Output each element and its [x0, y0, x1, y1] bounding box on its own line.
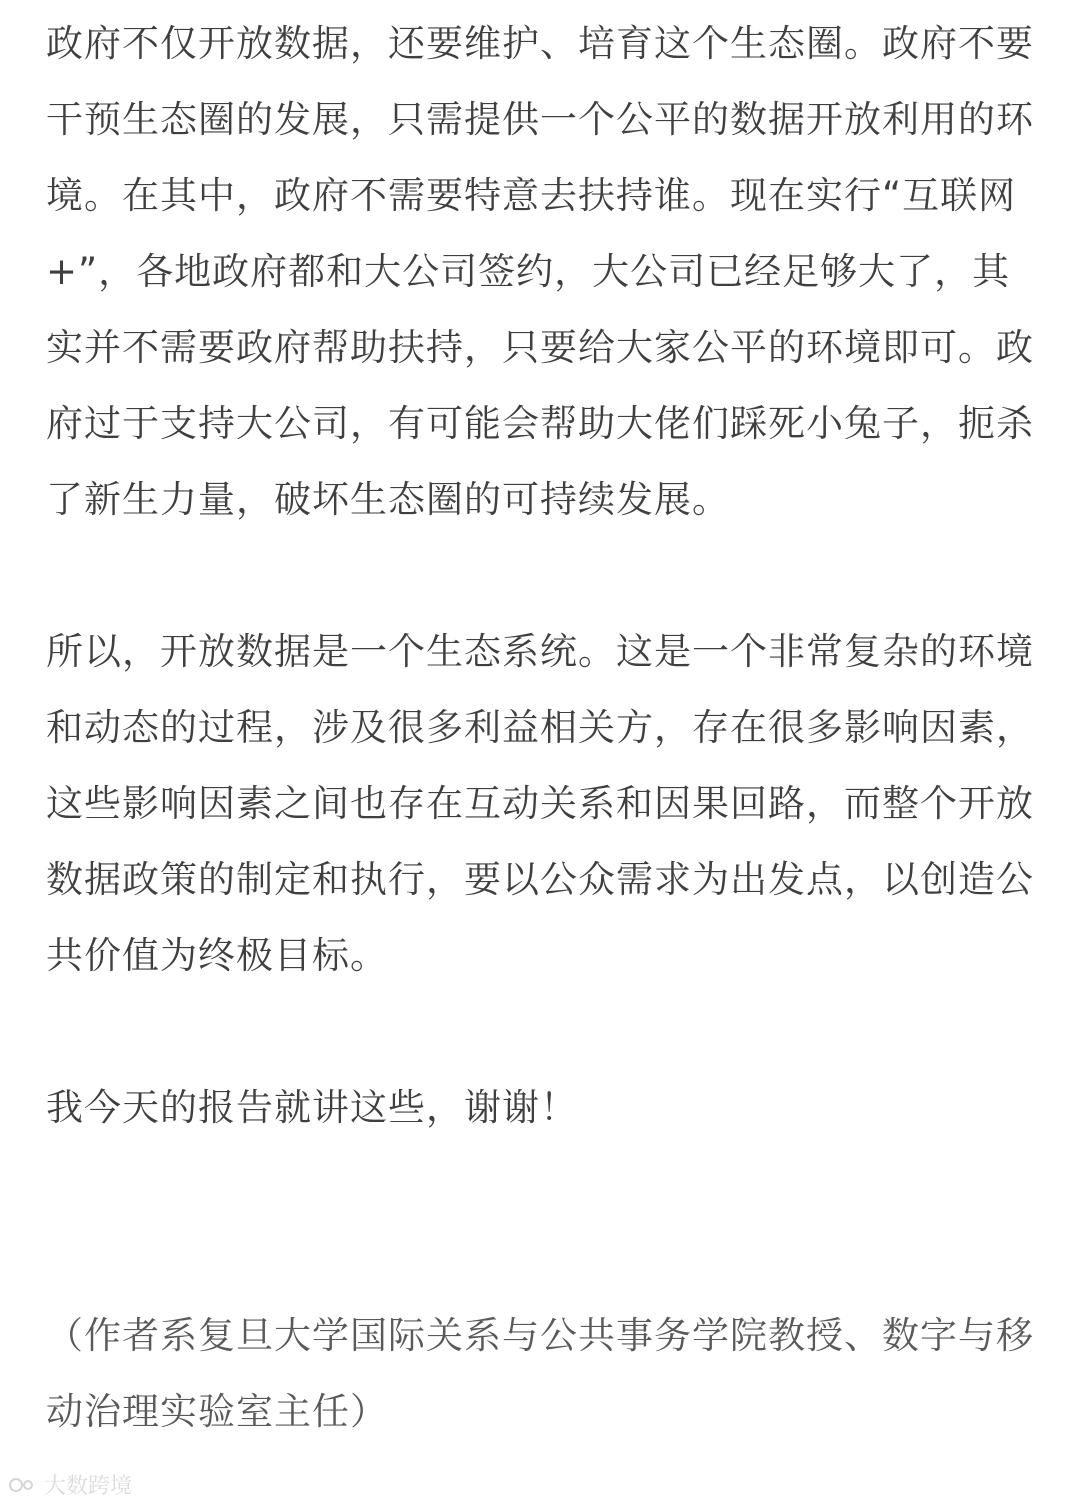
watermark-text: 大数跨境: [44, 1474, 133, 1499]
paragraph-conclusion: 所以，开放数据是一个生态系统。这是一个非常复杂的环境和动态的过程，涉及很多利益相关方，存在很多影响因素，这些影响因素之间也存在互动关系和因果回路，而整个开放数据政策的制定和执行，要以公众需求为出发点，以创造公共价值为终极目标。: [46, 630, 1034, 977]
author-note: （作者系复旦大学国际关系与公共事务学院教授、数字与移动治理实验室主任）: [46, 1314, 1034, 1433]
paragraph-thanks: 我今天的报告就讲这些，谢谢！: [46, 1086, 578, 1129]
watermark: [8, 1469, 132, 1500]
brand-logo-icon: [8, 1474, 38, 1496]
paragraph-ecosystem: 政府不仅开放数据，还要维护、培育这个生态圈。政府不要干预生态圈的发展，只需提供一个公平的数据开放利用的环境。在其中，政府不需要特意去扶持谁。现在实行“互联网+”，各地政府都和大公司签约，大公司已经足够大了，其实并不需要政府帮助扶持，只要给大家公平的环境即可。政府过于支持大公司，有可能会帮助大佬们踩死小兔子，扼杀了新生力量，破坏生态圈的可持续发展。: [46, 22, 1034, 521]
article-body: [46, 6, 1036, 1450]
